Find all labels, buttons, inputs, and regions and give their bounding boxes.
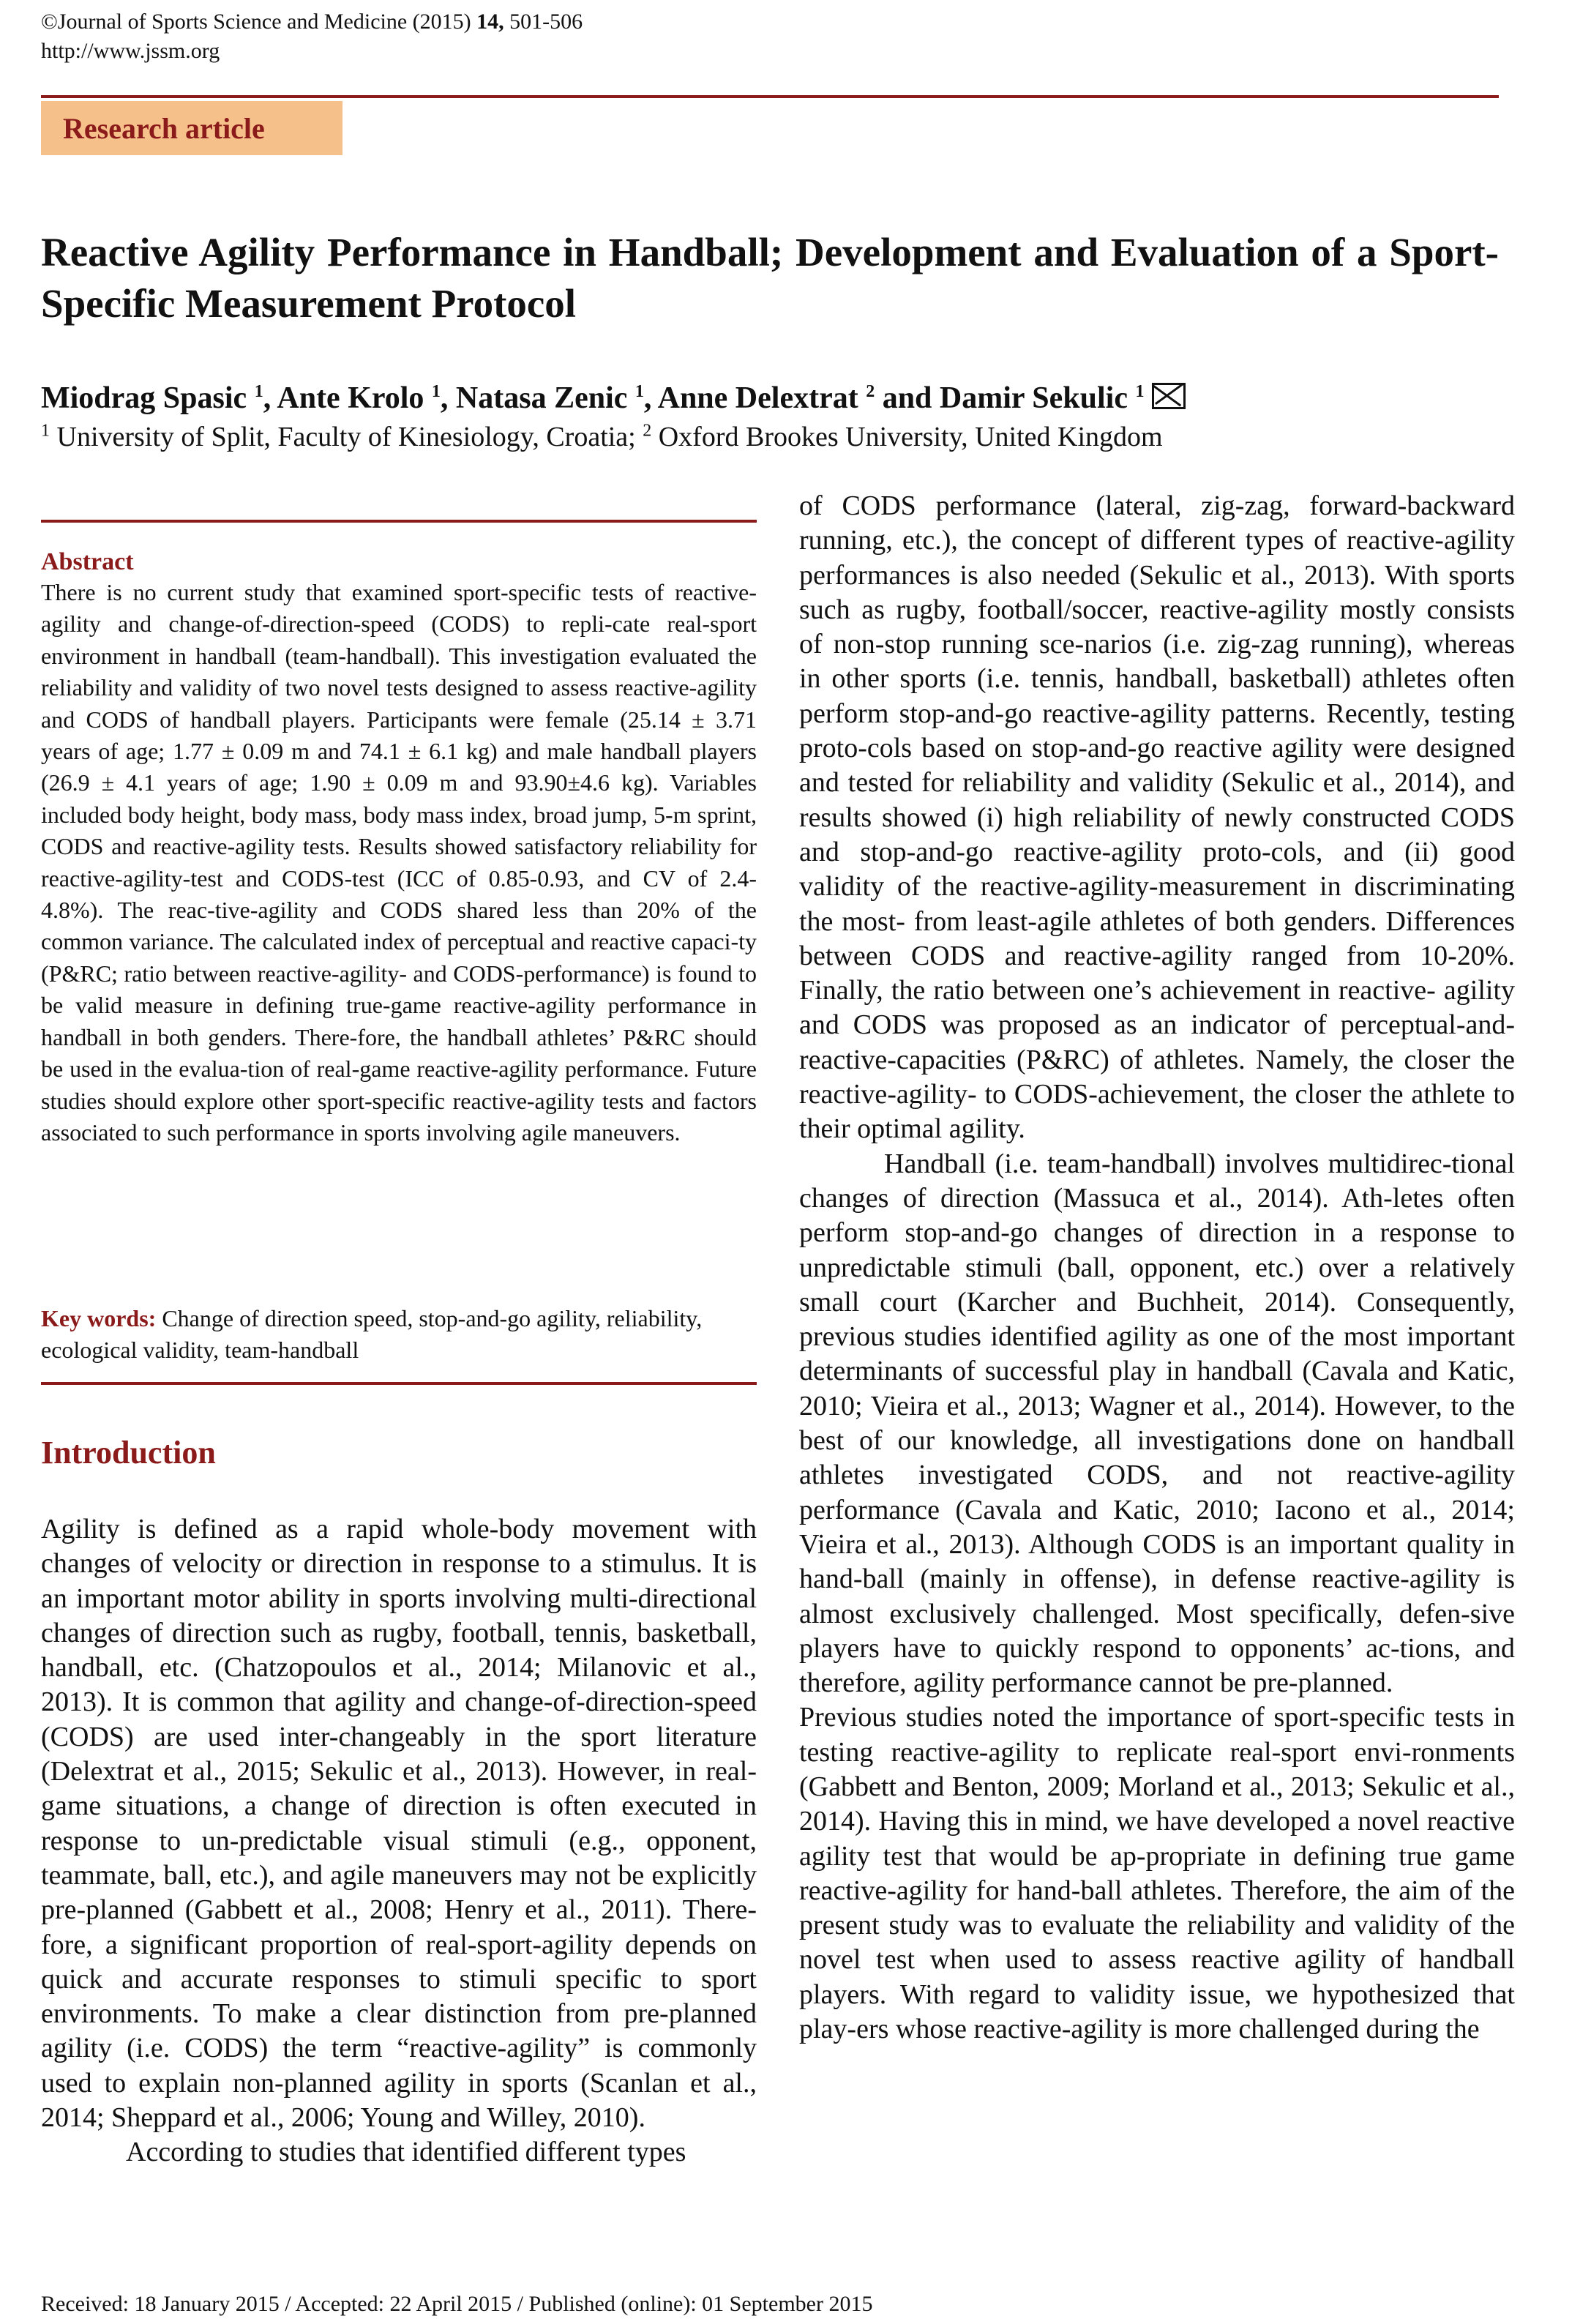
author-separator: , <box>263 381 277 415</box>
abstract-bottom-rule <box>41 1382 757 1385</box>
author-affiliation-mark: 1 <box>1135 382 1145 401</box>
abstract-text: There is no current study that examined sport-specific tests of reactive-agility and change-of-direction-speed (CODS) to repli-cate real-sport environment in handball (team-handball). This investigation evaluated the reliability and validity of two novel tests designed to assess reactive-agility and CODS of handball players. Participants were female (25.14 ± 3.71 years of age; 1.77 ± 0.09 m and 74.1 ± 6.1 kg) and male handball players (26.9 ± 4.1 years of age; 1.90 ± 0.09 m and 93.90±4.6 kg). Variables included body height, body mass, body mass index, broad jump, 5-m sprint, CODS and reactive-agility tests. Results showed satisfactory reliability for reactive-agility-test and CODS-test (ICC of 0.85-0.93, and CV of 2.4-4.8%). The reac-tive-agility and CODS shared less than 20% of the common variance. The calculated index of perceptual and reactive capaci-ty (P&RC; ratio between reactive-agility- and CODS-performance) is found to be valid measure in defining true-game reactive-agility performance in handball in both genders. There-fore, the handball athletes’ P&RC should be used in the evalua-tion of real-game reactive-agility performance. Future studies should explore other sport-specific reactive-agility tests and factors associated to such performance in sports involving agile maneuvers. <box>41 579 757 1146</box>
intro-paragraph-4: Previous studies noted the importance of sport-specific tests in testing reactive-agility to replicate real-sport envi-ronments (Gabbett and Benton, 2009; Morland et al., 2013; Sekulic et al., 2014). Having this in mind, we have developed a novel reactive agility test that would be ap-propriate in defining true game reactive-agility for hand-ball athletes. Therefore, the aim of the present study was to evaluate the reliability and validity of the novel test when used to assess reactive agility of handball players. With regard to validity issue, we hypothesized that play-ers whose reactive-agility is more challenged during the <box>799 1702 1515 2045</box>
keywords-label: Key words: <box>41 1305 157 1331</box>
journal-url[interactable]: http://www.jssm.org <box>41 39 220 63</box>
affiliation-2: Oxford Brookes University, United Kingdom <box>651 422 1163 452</box>
abstract-heading: Abstract <box>41 548 134 575</box>
introduction-left-column <box>41 1512 757 2170</box>
introduction-heading: Introduction <box>41 1435 216 1471</box>
author-name: Natasa Zenic <box>455 381 635 415</box>
journal-citation <box>41 7 583 66</box>
author-separator: and <box>875 381 940 415</box>
affiliation-mark: 1 <box>41 421 50 441</box>
author-affiliation-mark: 1 <box>431 382 441 401</box>
article-type-badge <box>41 101 342 155</box>
author-name: Miodrag Spasic <box>41 381 255 415</box>
abstract-section <box>41 548 757 1148</box>
intro-paragraph-2-start: According to studies that identified different types <box>126 2137 686 2168</box>
affiliation-1: University of Split, Faculty of Kinesiology, Croatia; <box>50 422 643 452</box>
email-envelope-icon[interactable] <box>1152 383 1186 409</box>
author-list <box>41 378 1499 419</box>
article-title: Reactive Agility Performance in Handball; Development and Evaluation of a Sport-Specific Measurement Protocol <box>41 230 1499 326</box>
journal-name: ©Journal of Sports Science and Medicine (2015) <box>41 10 477 34</box>
keywords-text: Change of direction speed, stop-and-go agility, reliability, ecological validity, team-handball <box>41 1305 703 1364</box>
article-type-label: Research article <box>63 112 265 145</box>
author-name: Ante Krolo <box>277 381 432 415</box>
abstract-top-rule <box>41 520 757 523</box>
affiliation-mark: 2 <box>643 421 652 441</box>
keywords <box>41 1303 757 1367</box>
intro-paragraph-2-continued: of CODS performance (lateral, zig-zag, forward-backward running, etc.), the concept of different types of reactive-agility performances is also needed (Sekulic et al., 2013). With sports such as rugby, football/soccer, reactive-agility mostly consists of non-stop running sce-narios (i.e. zig-zag running), whereas in other sports (i.e. tennis, handball, basketball) athletes often perform stop-and-go reactive-agility patterns. Recently, testing proto-cols based on stop-and-go reactive agility were designed and tested for reliability and validity (Sekulic et al., 2014), and results showed (i) high reliability of newly constructed CODS and stop-and-go reactive-agility proto-cols, and (ii) good validity of the reactive-agility-measurement in discriminating the most- from least-agile athletes of both genders. Differences between CODS and reactive-agility ranged from 10-20%. Finally, the ratio between one’s achievement in reactive- agility and CODS was proposed as an indicator of perceptual-and-reactive-capacities (P&RC) of athletes. Namely, the closer the reactive-agility- to CODS-achievement, the closer the athlete to their optimal agility. <box>799 490 1515 1145</box>
journal-pages: 501-506 <box>503 10 583 34</box>
header-divider <box>41 95 1499 98</box>
affiliations <box>41 419 1499 455</box>
intro-paragraph-1: Agility is defined as a rapid whole-body movement with changes of velocity or direction in response to a stimulus. It is an important motor ability in sports involving multi-directional changes of direction such as rugby, football, tennis, basketball, handball, etc. (Chatzopoulos et al., 2014; Milanovic et al., 2013). It is common that agility and change-of-direction-speed (CODS) are used inter-changeably in the sport literature (Delextrat et al., 2015; Sekulic et al., 2013). However, in real-game situations, a change of direction is often executed in response to un-predictable visual stimuli (e.g., opponent, teammate, ball, etc.), and agile maneuvers may not be explicitly pre-planned (Gabbett et al., 2008; Henry et al., 2011). There-fore, a significant proportion of real-sport-agility depends on quick and accurate responses to stimuli specific to sport environments. To make a clear distinction from pre-planned agility (i.e. CODS) the term “reactive-agility” is commonly used to explain non-planned agility in sports (Scanlan et al., 2014; Sheppard et al., 2006; Young and Willey, 2010). <box>41 1514 757 2134</box>
author-separator: , <box>643 381 658 415</box>
author-separator: , <box>440 381 456 415</box>
author-affiliation-mark: 1 <box>254 382 263 401</box>
author-name: Anne Delextrat <box>657 381 866 415</box>
author-affiliation-mark: 1 <box>634 382 644 401</box>
introduction-right-column <box>799 489 1515 2047</box>
publication-dates: Received: 18 January 2015 / Accepted: 22 April 2015 / Published (online): 01 September 2015 <box>41 2292 873 2316</box>
author-name: Damir Sekulic <box>939 381 1136 415</box>
author-affiliation-mark: 2 <box>866 382 875 401</box>
journal-volume: 14, <box>476 10 504 34</box>
intro-paragraph-3: Handball (i.e. team-handball) involves multidirec-tional changes of direction (Massuca et al., 2014). Ath-letes often perform stop-and-go changes of direction in a response to unpredictable stimuli (ball, opponent, etc.) over a relatively small court (Karcher and Buchheit, 2014). Consequently, previous studies identified agility as one of the most important determinants of successful play in handball (Cavala and Katic, 2010; Vieira et al., 2013; Wagner et al., 2014). However, to the best of our knowledge, all investigations done on handball athletes investigated CODS, and not reactive-agility performance (Cavala and Katic, 2010; Iacono et al., 2014; Vieira et al., 2013). Although CODS is an important quality in hand-ball (mainly in offense), in defense reactive-agility is almost exclusively challenged. Most specifically, defen-sive players have to quickly respond to opponents’ ac-tions, and therefore, agility performance cannot be pre-planned. <box>799 1148 1515 1699</box>
